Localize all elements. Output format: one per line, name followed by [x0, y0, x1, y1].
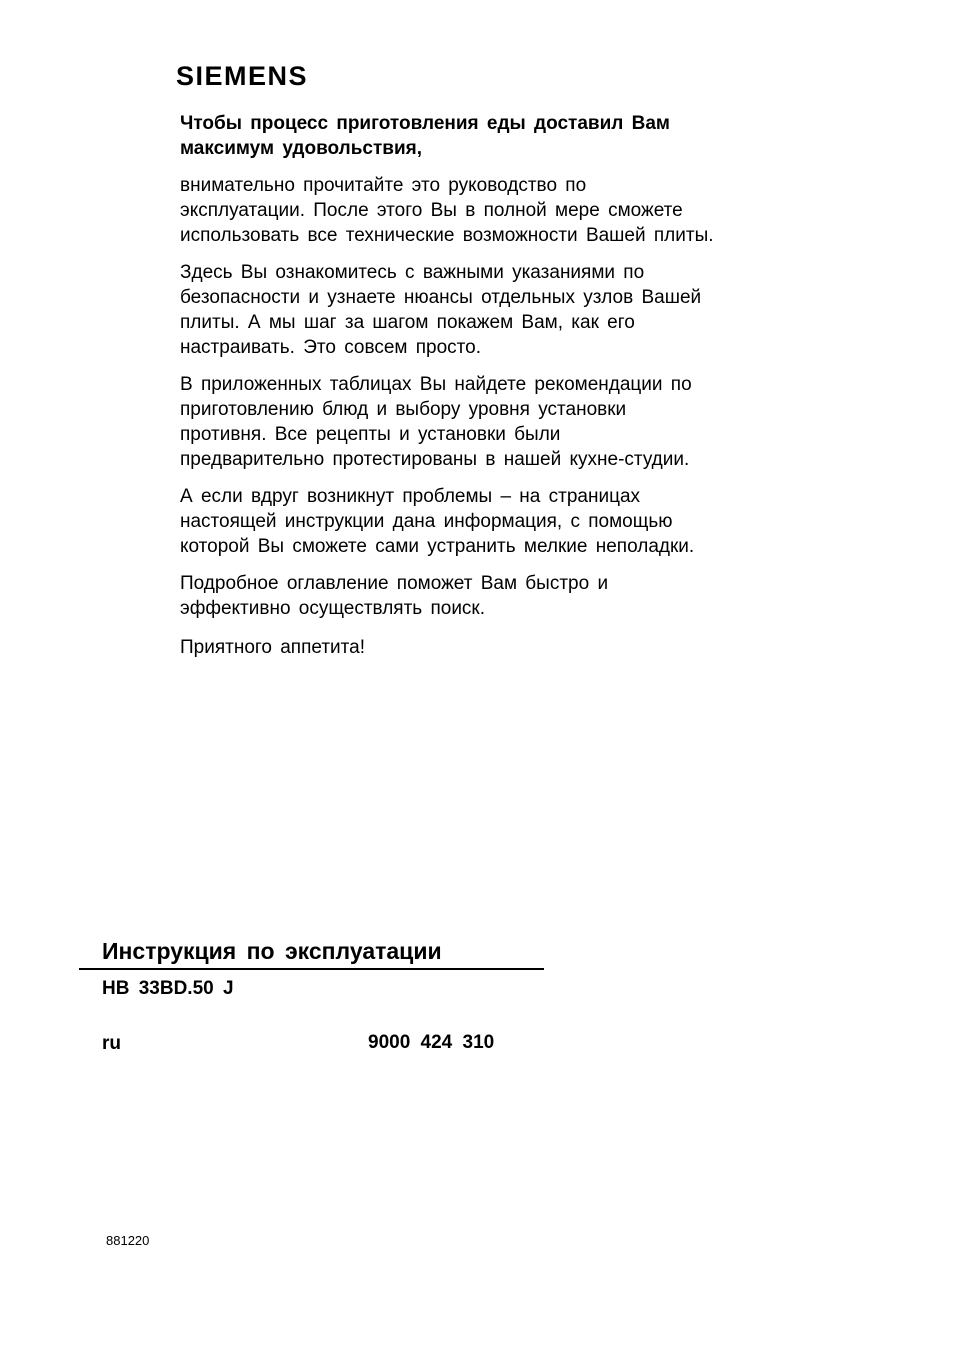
- intro-paragraph-tables: [180, 372, 800, 472]
- headline-line: Чтобы процесс приготовления еды доставил Вам: [180, 113, 670, 134]
- document-number: 9000 424 310: [368, 1032, 495, 1053]
- paragraph-line: плиты. А мы шаг за шагом покажем Вам, как его: [180, 312, 635, 333]
- intro-headline: [180, 111, 800, 161]
- paragraph-line: Здесь Вы ознакомитесь с важными указаниями по: [180, 262, 645, 283]
- headline-line: максимум удовольствия,: [180, 138, 423, 159]
- intro-section: [180, 111, 800, 672]
- intro-paragraph-read-manual: [180, 173, 800, 248]
- paragraph-line: безопасности и узнаете нюансы отдельных узлов Вашей: [180, 287, 702, 308]
- paragraph-line: внимательно прочитайте это руководство по: [180, 175, 587, 196]
- paragraph-line: использовать все технические возможности Вашей плиты.: [180, 225, 714, 246]
- paragraph-line: которой Вы сможете сами устранить мелкие неполадки.: [180, 536, 695, 557]
- title-underline: [79, 968, 544, 970]
- model-number: HB 33BD.50 J: [102, 978, 234, 999]
- paragraph-line: настраивать. Это совсем просто.: [180, 337, 482, 358]
- intro-paragraph-contents: [180, 571, 800, 621]
- paragraph-line: противня. Все рецепты и установки были: [180, 424, 561, 445]
- paragraph-line: В приложенных таблицах Вы найдете рекомендации по: [180, 374, 692, 395]
- paragraph-line: А если вдруг возникнут проблемы – на страницах: [180, 486, 641, 507]
- intro-paragraph-safety: [180, 260, 800, 360]
- paragraph-line: приготовлению блюд и выбору уровня установки: [180, 399, 627, 420]
- paragraph-line: Подробное оглавление поможет Вам быстро и: [180, 573, 609, 594]
- paragraph-line: эффективно осуществлять поиск.: [180, 598, 486, 619]
- paragraph-line: предварительно протестированы в нашей кухне-студии.: [180, 449, 690, 470]
- print-code: 881220: [106, 1233, 150, 1248]
- document-title: Инструкция по эксплуатации: [102, 938, 442, 964]
- intro-paragraph-troubleshooting: [180, 484, 800, 559]
- closing-greeting: [180, 635, 800, 660]
- paragraph-line: настоящей инструкции дана информация, с помощью: [180, 511, 673, 532]
- paragraph-line: эксплуатации. После этого Вы в полной мере сможете: [180, 200, 683, 221]
- paragraph-line: Приятного аппетита!: [180, 637, 365, 658]
- language-code: ru: [102, 1033, 121, 1054]
- siemens-logo: SIEMENS: [176, 61, 309, 91]
